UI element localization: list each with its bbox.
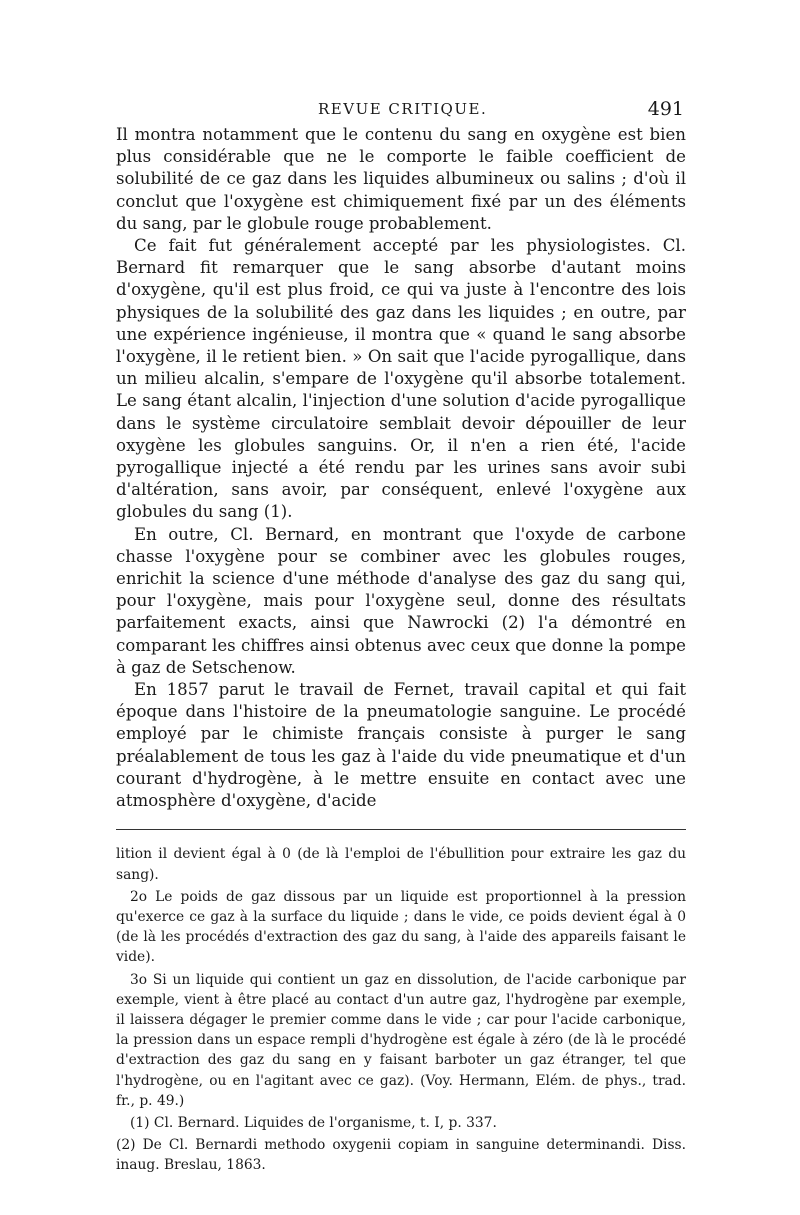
body-paragraph: En outre, Cl. Bernard, en montrant que l'oxyde de carbone chasse l'oxygène pour se combiner avec les globules rouges, enrichit la science d'une méthode d'analyse des gaz du sang qui, pour l'oxygène, mais pour l'oxygène seul, donne des résultats parfaitement exacts, ainsi que Nawrocki (2) l'a démontré en comparant les chiffres ainsi obtenus avec ceux que donne la pompe à gaz de Setschenow.	[116, 524, 686, 677]
footnote-separator	[116, 829, 686, 830]
body-text	[116, 124, 686, 812]
footnote-item: 2o Le poids de gaz dissous par un liquide est proportionnel à la pression qu'exerce ce gaz à la surface du liquide ; dans le vide, ce poids devient égal à 0 (de là les procédés d'extraction des gaz du sang, à l'aide des appareils faisant le vide).	[116, 888, 686, 966]
running-title: REVUE CRITIQUE.	[318, 100, 488, 118]
book-page	[116, 98, 686, 1178]
body-paragraph: En 1857 parut le travail de Fernet, travail capital et qui fait époque dans l'histoire de la pneumatologie sanguine. Le procédé employé par le chimiste français consiste à purger le sang préalablement de tous les gaz à l'aide du vide pneumatique et d'un courant d'hydrogène, à le mettre ensuite en contact avec une atmosphère d'oxygène, d'acide	[116, 680, 686, 811]
footnotes	[116, 844, 686, 1175]
footnote-item: 3o Si un liquide qui contient un gaz en dissolution, de l'acide carbonique par exemple, vient à être placé au contact d'un autre gaz, l'hydrogène par exemple, il laissera dégager le premier comme dans le vide ; car pour l'acide carbonique, la pression dans un espace rempli d'hydrogène est égale à zéro (de là le procédé d'extraction des gaz du sang en y faisant barboter un gaz étranger, tel que l'hydrogène, ou en l'agitant avec ce gaz). (Voy. Hermann, Elém. de phys., trad. fr., p. 49.)	[116, 971, 686, 1109]
footnote-item: (1) Cl. Bernard. Liquides de l'organisme, t. I, p. 337.	[130, 1114, 497, 1131]
footnote-continuation: lition il devient égal à 0 (de là l'emploi de l'ébullition pour extraire les gaz du sang).	[116, 846, 686, 883]
body-paragraph: Il montra notamment que le contenu du sang en oxygène est bien plus considérable que ne le comporte le faible coefficient de solubilité de ce gaz dans les liquides albumineux ou salins ; d'où il conclut que l'oxygène est chimiquement fixé par un des éléments du sang, par le globule rouge probablement.	[116, 125, 686, 233]
footnote-item: (2) De Cl. Bernardi methodo oxygenii copiam in sanguine determinandi. Diss. inaug. Breslau, 1863.	[116, 1137, 686, 1174]
page-number: 491	[647, 98, 684, 120]
body-paragraph: Ce fait fut généralement accepté par les physiologistes. Cl. Bernard fit remarquer que le sang absorbe d'autant moins d'oxygène, qu'il est plus froid, ce qui va juste à l'encontre des lois physiques de la solubilité des gaz dans les liquides ; en outre, par une expérience ingénieuse, il montra que « quand le sang absorbe l'oxygène, il le retient bien. » On sait que l'acide pyrogallique, dans un milieu alcalin, s'empare de l'oxygène qu'il absorbe totalement. Le sang étant alcalin, l'injection d'une solution d'acide pyrogallique dans le système circulatoire semblait devoir dépouiller de leur oxygène les globules sanguins. Or, il n'en a rien été, l'acide pyrogallique injecté a été rendu par les urines sans avoir subi d'altération, sans avoir, par conséquent, enlevé l'oxygène aux globules du sang (1).	[116, 236, 686, 522]
running-head	[116, 98, 686, 122]
